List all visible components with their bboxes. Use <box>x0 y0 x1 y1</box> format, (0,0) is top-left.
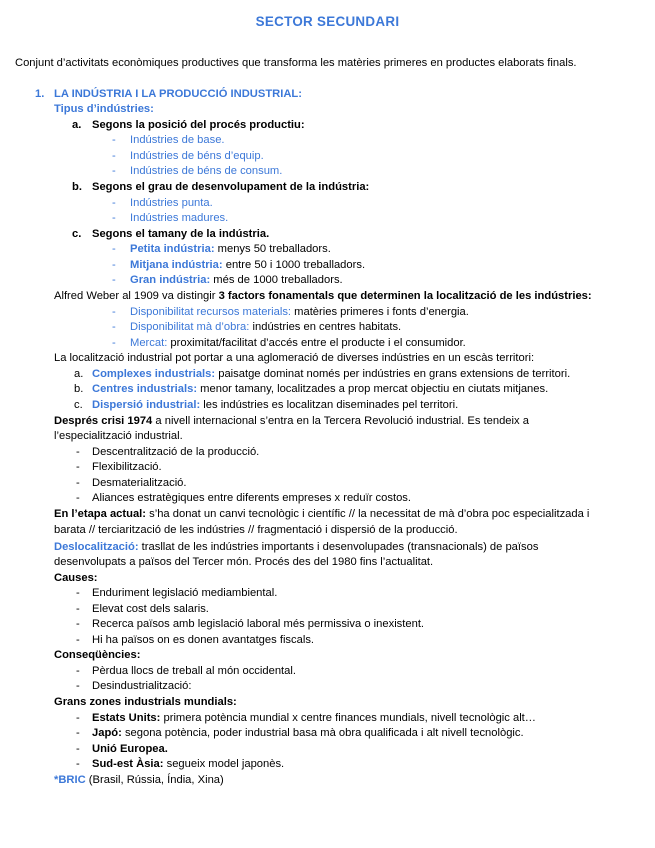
list-marker: b. <box>74 383 84 395</box>
list-item: Enduriment legislació mediambiental. <box>92 587 278 599</box>
dash-bullet: - <box>112 197 116 209</box>
deslocalitzacio-paragraph: Deslocalització: trasllat de les indústries importants i desenvolupades (transnacionals) de països <box>54 541 539 553</box>
dash-bullet: - <box>112 306 116 318</box>
dash-bullet: - <box>76 587 80 599</box>
subheading-c: Segons el tamany de la indústria. <box>92 228 270 240</box>
list-item: Descentralització de la producció. <box>92 446 260 458</box>
intro-paragraph: Conjunt d’activitats econòmiques productives que transforma les matèries primeres en productes elaborats finals. <box>15 57 577 69</box>
list-item: Gran indústria: més de 1000 treballadors. <box>130 274 343 286</box>
dash-bullet: - <box>76 603 80 615</box>
subheading-b: Segons el grau de desenvolupament de la indústria: <box>92 181 370 193</box>
dash-bullet: - <box>112 259 116 271</box>
dash-bullet: - <box>76 461 80 473</box>
causes-heading: Causes: <box>54 572 98 584</box>
dash-bullet: - <box>76 758 80 770</box>
list-marker: a. <box>72 119 82 131</box>
types-heading: Tipus d’indústries: <box>54 103 154 115</box>
list-item: Elevat cost dels salaris. <box>92 603 209 615</box>
list-item: Indústries de base. <box>130 134 225 146</box>
dash-bullet: - <box>112 134 116 146</box>
dash-bullet: - <box>76 712 80 724</box>
list-item: Indústries de béns d’equip. <box>130 150 264 162</box>
dash-bullet: - <box>112 321 116 333</box>
localitzacio-paragraph: La localització industrial pot portar a una aglomeració de diverses indústries en un escàs territori: <box>54 352 535 364</box>
consequencies-heading: Conseqüències: <box>54 649 141 661</box>
list-item: Indústries madures. <box>130 212 229 224</box>
section-heading: LA INDÚSTRIA I LA PRODUCCIÓ INDUSTRIAL: <box>54 88 302 100</box>
dash-bullet: - <box>76 743 80 755</box>
section-number: 1. <box>35 88 45 100</box>
weber-paragraph: Alfred Weber al 1909 va distingir 3 factors fonamentals que determinen la localització de les indústries: <box>54 290 592 302</box>
list-item: Japó: segona potència, poder industrial basa mà obra qualificada i alt nivell tecnològic. <box>92 727 524 739</box>
list-item: Disponibilitat recursos materials: matèries primeres i fonts d’energia. <box>130 306 469 318</box>
dash-bullet: - <box>112 274 116 286</box>
dash-bullet: - <box>76 446 80 458</box>
dash-bullet: - <box>76 680 80 692</box>
list-item: Indústries punta. <box>130 197 213 209</box>
dash-bullet: - <box>112 243 116 255</box>
list-marker: c. <box>72 228 82 240</box>
dash-bullet: - <box>76 634 80 646</box>
dash-bullet: - <box>76 618 80 630</box>
dash-bullet: - <box>76 665 80 677</box>
list-marker: c. <box>74 399 83 411</box>
bric-note: *BRIC (Brasil, Rússia, Índia, Xina) <box>54 774 224 786</box>
crisi-paragraph: Després crisi 1974 a nivell internacional s’entra en la Tercera Revolució industrial. Es tendeix a <box>54 415 529 427</box>
dash-bullet: - <box>76 477 80 489</box>
list-item: Complexes industrials: paisatge dominat només per indústries en grans extensions de territori. <box>92 368 571 380</box>
dash-bullet: - <box>76 492 80 504</box>
list-item: Centres industrials: menor tamany, localitzades a prop mercat objectiu en ciutats mitjanes. <box>92 383 549 395</box>
list-item: Disponibilitat mà d’obra: indústries en centres habitats. <box>130 321 402 333</box>
list-item: Sud-est Àsia: segueix model japonès. <box>92 758 285 770</box>
dash-bullet: - <box>112 150 116 162</box>
dash-bullet: - <box>76 727 80 739</box>
crisi-paragraph-line2: l’especialització industrial. <box>54 430 183 442</box>
list-item: Desindustrialització: <box>92 680 192 692</box>
zones-heading: Grans zones industrials mundials: <box>54 696 237 708</box>
etapa-paragraph-line2: barata // terciarització de les indústries // fragmentació i dispersió de la producció. <box>54 524 458 536</box>
deslocalitzacio-paragraph-line2: desenvolupats a països del Tercer món. Procés des del 1980 fins l’actualitat. <box>54 556 434 568</box>
list-item: Mercat: proximitat/facilitat d’accés entre el producte i el consumidor. <box>130 337 466 349</box>
dash-bullet: - <box>112 337 116 349</box>
list-item: Recerca països amb legislació laboral més permissiva o inexistent. <box>92 618 425 630</box>
subheading-a: Segons la posició del procés productiu: <box>92 119 305 131</box>
page-title: SECTOR SECUNDARI <box>255 14 400 29</box>
list-item: Petita indústria: menys 50 treballadors. <box>130 243 331 255</box>
list-item: Mitjana indústria: entre 50 i 1000 treballadors. <box>130 259 366 271</box>
list-marker: b. <box>72 181 82 193</box>
etapa-paragraph: En l’etapa actual: s’ha donat un canvi tecnològic i científic // la necessitat de mà d’obra poc especialitzada i <box>54 508 590 520</box>
list-item: Unió Europea. <box>92 743 168 755</box>
list-item: Hi ha països on es donen avantatges fiscals. <box>92 634 315 646</box>
list-item: Estats Units: primera potència mundial x centre finances mundials, nivell tecnològic alt… <box>92 712 536 724</box>
dash-bullet: - <box>112 165 116 177</box>
list-item: Dispersió industrial: les indústries es localitzan diseminades pel territori. <box>92 399 459 411</box>
dash-bullet: - <box>112 212 116 224</box>
list-item: Aliances estratègiques entre diferents empreses x reduïr costos. <box>92 492 412 504</box>
list-item: Flexibilització. <box>92 461 162 473</box>
list-item: Desmaterialització. <box>92 477 187 489</box>
list-item: Indústries de béns de consum. <box>130 165 283 177</box>
list-marker: a. <box>74 368 84 380</box>
list-item: Pèrdua llocs de treball al món occidental. <box>92 665 296 677</box>
